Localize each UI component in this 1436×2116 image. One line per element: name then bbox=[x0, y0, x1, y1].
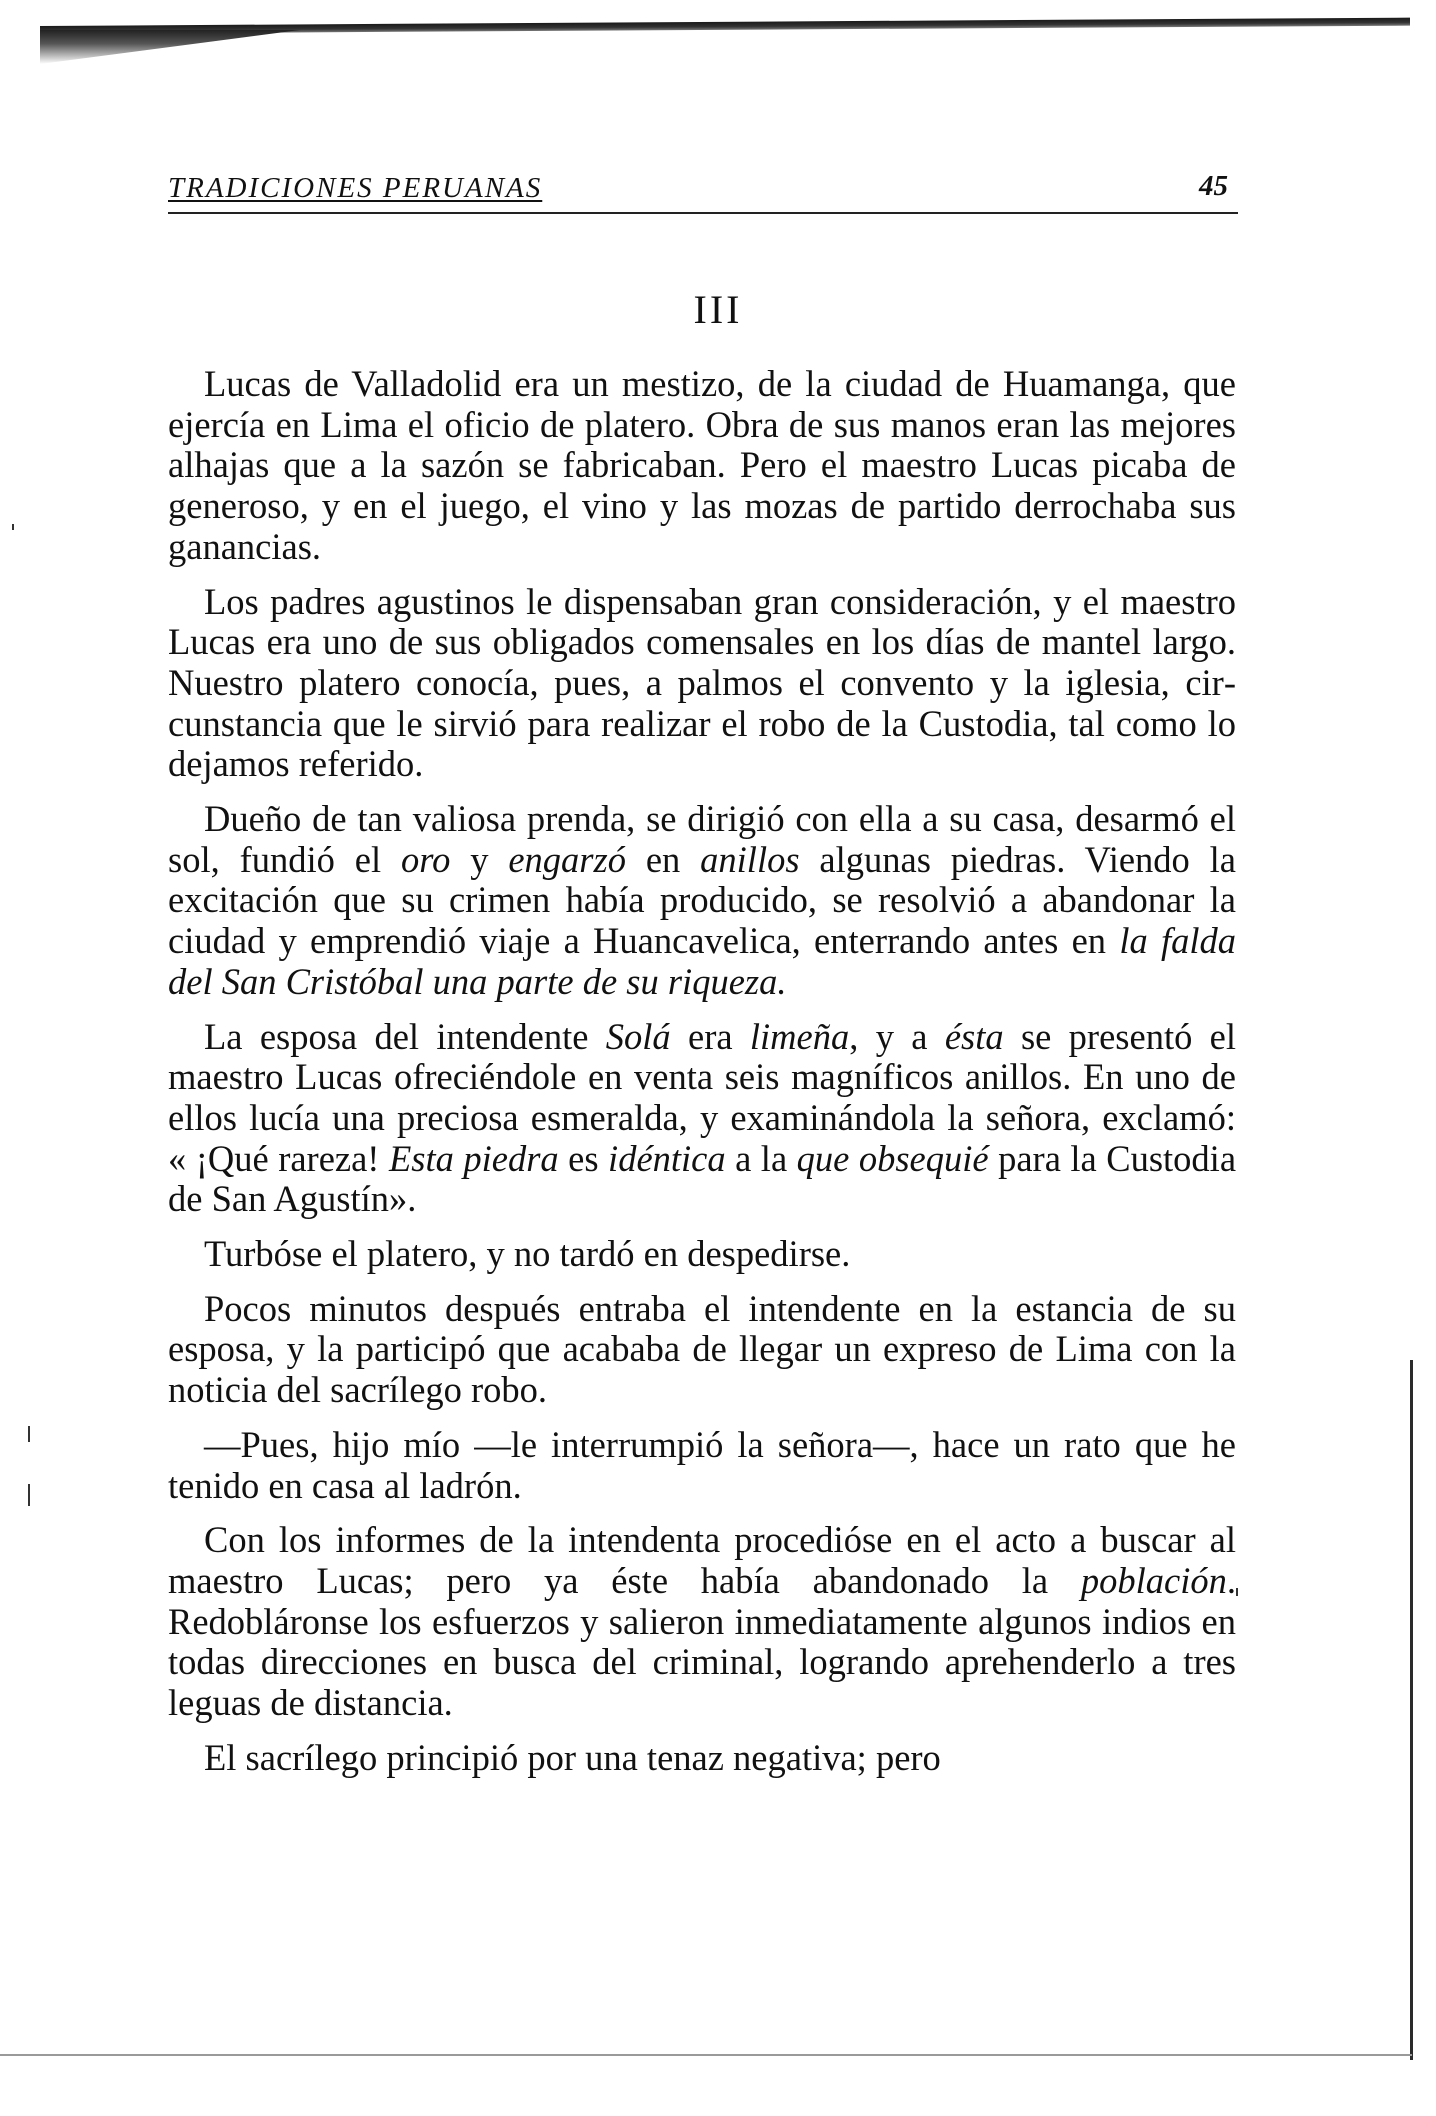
scan-speck bbox=[12, 524, 14, 530]
paragraph bbox=[168, 582, 1236, 786]
italic-text: ésta bbox=[944, 1015, 1004, 1057]
italic-text: la falda del San Cristóbal una parte de su riqueza. bbox=[168, 920, 1236, 1002]
scan-speck bbox=[28, 1484, 30, 1506]
italic-text: limeña bbox=[749, 1015, 850, 1057]
paragraph bbox=[168, 1520, 1236, 1724]
paragraph bbox=[168, 1425, 1236, 1506]
italic-text: oro bbox=[400, 838, 451, 880]
italic-text: Esta piedra bbox=[388, 1137, 559, 1179]
scan-speck bbox=[1236, 1588, 1238, 1596]
paragraph bbox=[168, 1017, 1236, 1221]
paragraph bbox=[168, 799, 1236, 1003]
italic-text: que obsequié bbox=[796, 1137, 989, 1179]
text-segment: Turbóse el platero, y no tardó en despedirse. bbox=[204, 1233, 851, 1275]
paragraph bbox=[168, 1738, 1236, 1779]
body-text bbox=[168, 364, 1236, 1793]
text-segment: era bbox=[670, 1015, 750, 1057]
italic-text: Solá bbox=[605, 1015, 671, 1057]
italic-text: anillos bbox=[700, 838, 800, 880]
italic-text: población bbox=[1080, 1559, 1227, 1601]
italic-text: idéntica bbox=[608, 1137, 726, 1179]
scan-bottom-line bbox=[0, 2054, 1412, 2056]
text-segment: algunas piedras. Viendo la excitación que su crimen había producido, se resolvió a abandonar la ciudad y emprendió viaje a Huancavelica, enterrando antes en bbox=[168, 838, 1237, 962]
page-number: 45 bbox=[1199, 170, 1228, 202]
paragraph bbox=[168, 364, 1236, 568]
text-segment: en bbox=[625, 838, 701, 880]
scan-right-edge bbox=[1410, 1360, 1413, 2060]
text-segment: Los padres agustinos le dispensaban gran consideración, y el maestro Lucas era uno de sus obligados comensales en los días de mantel largo. Nuestro platero conocía, pues, a palmos el convento y la iglesia, circunstancia que le sirvió para realizar el robo de la Custodia, tal como lo dejamos referido. bbox=[168, 580, 1236, 785]
italic-text: engarzó bbox=[508, 838, 626, 880]
running-title: TRADICIONES PERUANAS bbox=[168, 172, 543, 204]
text-segment: y bbox=[450, 838, 509, 880]
text-segment: Pocos minutos después entraba el intendente en la estancia de su esposa, y la participó que acababa de llegar un expreso de Lima con la noticia del sacrílego robo. bbox=[168, 1287, 1236, 1411]
text-segment: Con los informes de la intendenta procedióse en el acto a buscar al maestro Lucas; pero ya éste había abandonado la bbox=[168, 1519, 1236, 1601]
text-segment: , y a bbox=[849, 1015, 945, 1057]
scan-corner-shadow bbox=[40, 30, 300, 64]
text-segment: . Redobláronse los esfuerzos y salieron inmediatamente algunos indios en todas direcciones en busca del criminal, logrando aprehenderlo a tres leguas de distancia. bbox=[168, 1559, 1236, 1724]
section-heading: III bbox=[693, 287, 743, 332]
paragraph bbox=[168, 1234, 1236, 1275]
text-segment: para la Custodia de San Agustín». bbox=[168, 1137, 1237, 1220]
text-segment: Lucas de Valladolid era un mestizo, de la ciudad de Huamanga, que ejercía en Lima el oficio de platero. Obra de sus manos eran las mejores alhajas que a la sazón se fabricaban. Pero el maestro Lucas picaba de generoso, y en el juego, el vino y las mozas de partido derrochaba sus ganancias. bbox=[168, 363, 1236, 567]
text-segment: se presentó el maestro Lucas ofreciéndole en venta seis magníficos anillos. En uno de ellos lucía una preciosa esmeralda, y examinándola la señora, exclamó: « ¡Qué rareza! bbox=[168, 1015, 1237, 1179]
text-segment: a la bbox=[725, 1137, 797, 1179]
text-segment: es bbox=[558, 1137, 609, 1179]
paragraph bbox=[168, 1289, 1236, 1411]
text-segment: El sacrílego principió por una tenaz negativa; pero bbox=[204, 1736, 941, 1778]
scan-speck bbox=[28, 1426, 30, 1442]
text-segment: La esposa del intendente bbox=[204, 1015, 606, 1057]
running-header bbox=[168, 168, 1238, 214]
text-segment: —Pues, hijo mío —le interrumpió la señora—, hace un rato que he tenido en casa al ladrón. bbox=[168, 1423, 1236, 1506]
text-segment: Dueño de tan valiosa prenda, se dirigió con ella a su casa, desarmó el sol, fundió el bbox=[168, 798, 1236, 880]
